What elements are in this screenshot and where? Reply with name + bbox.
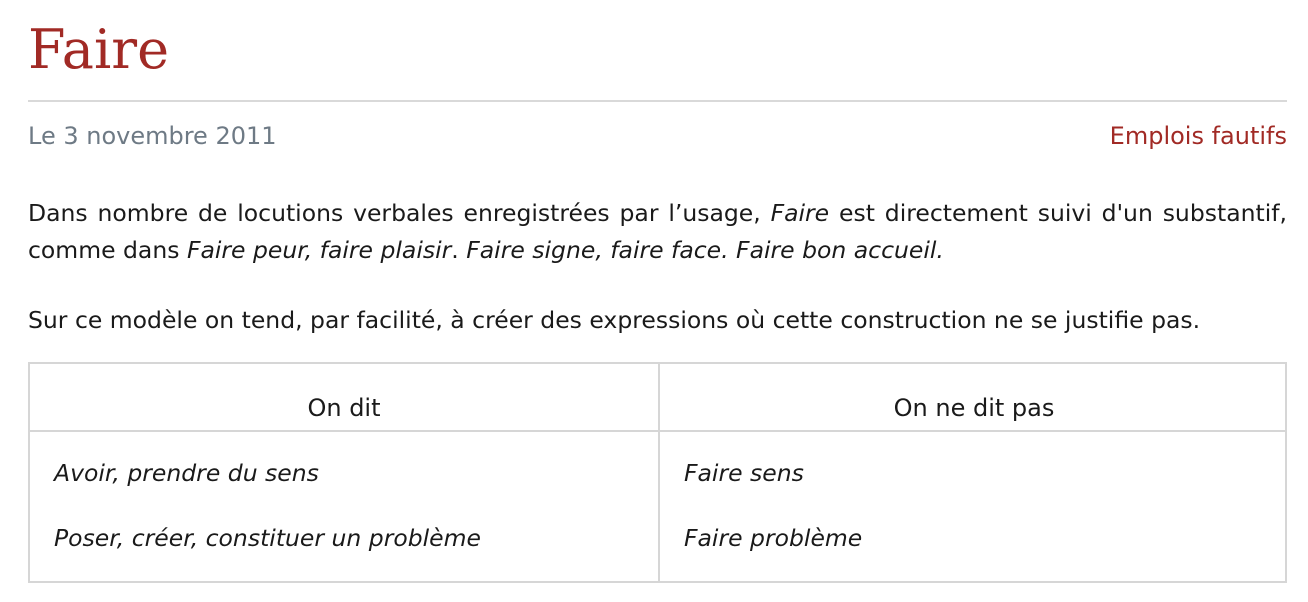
table-cell: Faire problème — [684, 524, 863, 552]
paragraph-intro — [28, 195, 1287, 269]
paragraph-second: Sur ce modèle on tend, par facilité, à créer des expressions où cette construction ne se justifie pas. — [28, 306, 1201, 334]
table-header-on-dit: On dit — [307, 394, 381, 422]
title-divider — [28, 100, 1287, 102]
publication-date: Le 3 novembre 2011 — [28, 122, 277, 150]
table-cell: Poser, créer, constituer un problème — [54, 524, 481, 552]
page-title: Faire — [28, 18, 170, 81]
table-header-on-ne-dit-pas: On ne dit pas — [893, 394, 1055, 422]
italic-term: Faire — [770, 199, 830, 227]
usage-table — [28, 362, 1287, 583]
italic-example: Faire signe, faire face. Faire bon accueil. — [466, 236, 944, 264]
paragraph-text: Dans nombre de locutions verbales enregistrées par l’usage, — [28, 199, 771, 227]
table-cell: Faire sens — [684, 459, 804, 487]
paragraph-text: . — [451, 236, 467, 264]
italic-example: Faire peur, faire plaisir — [186, 236, 452, 264]
paragraph-text: est directement suivi d'un substantif, comme dans — [28, 199, 1287, 264]
header-divider — [30, 430, 1285, 432]
table-cell: Avoir, prendre du sens — [54, 459, 319, 487]
category-link[interactable]: Emplois fautifs — [1109, 122, 1287, 150]
